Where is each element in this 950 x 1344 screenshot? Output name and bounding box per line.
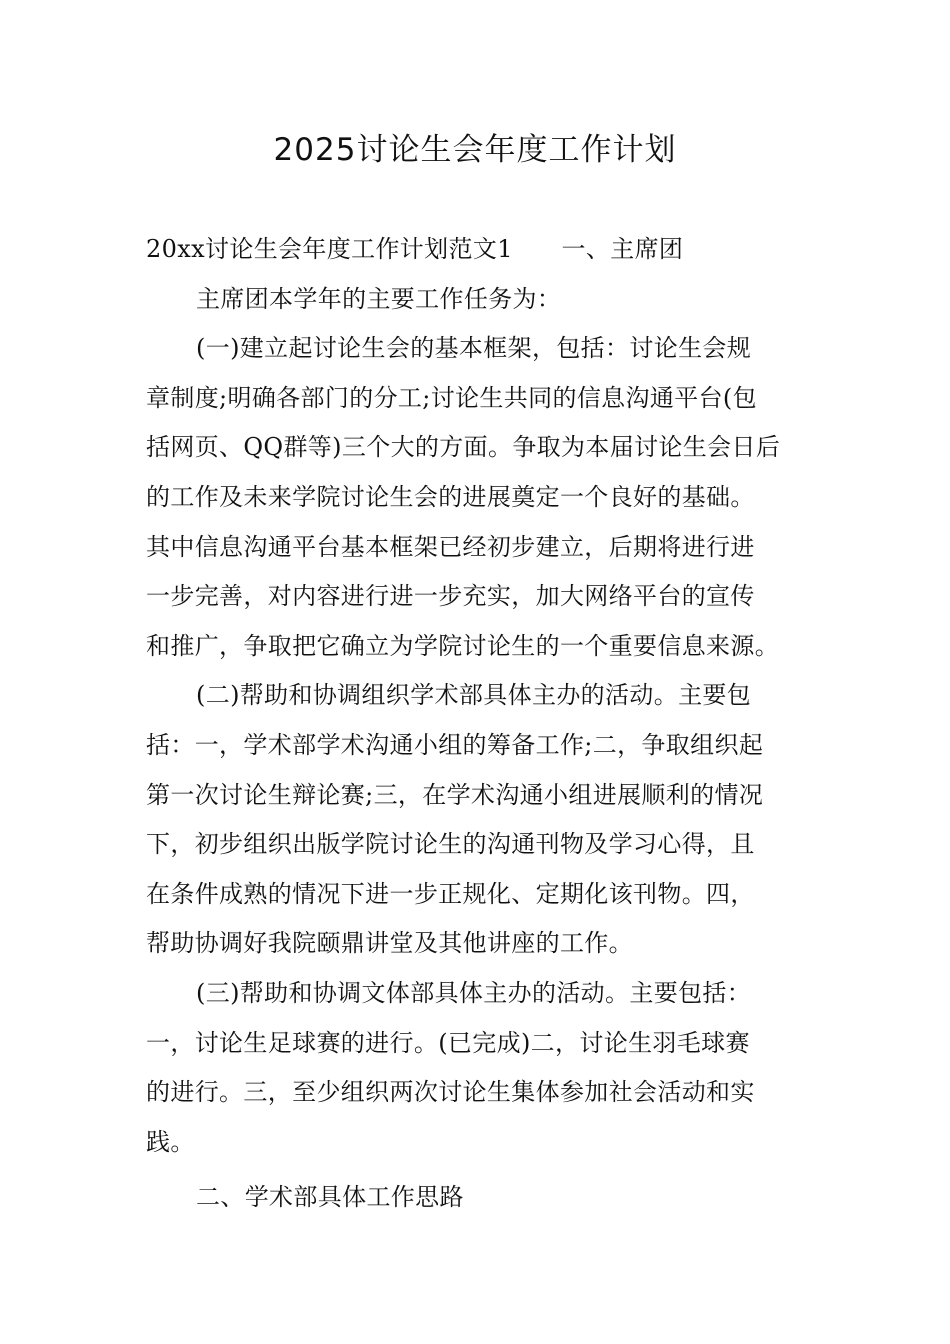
paragraph-intro-line: 20xx讨论生会年度工作计划范文1 一、主席团 [146, 235, 684, 263]
paragraph-2-line-4: 下，初步组织出版学院讨论生的沟通刊物及学习心得，且 [146, 830, 755, 859]
paragraph-2-line-6: 帮助协调好我院颐鼎讲堂及其他讲座的工作。 [146, 929, 633, 958]
document-title: 2025讨论生会年度工作计划 [273, 132, 677, 168]
paragraph-2-line-5: 在条件成熟的情况下进一步正规化、定期化该刊物。四， [146, 879, 755, 908]
paragraph-1-line-7: 和推广，争取把它确立为学院讨论生的一个重要信息来源。 [146, 631, 780, 660]
paragraph-tasks-heading: 主席团本学年的主要工作任务为： [196, 284, 562, 313]
paragraph-2-line-1: (二)帮助和协调组织学术部具体主办的活动。主要包 [196, 681, 752, 710]
paragraph-3-line-3: 的进行。三，至少组织两次讨论生集体参加社会活动和实 [146, 1078, 755, 1107]
document-body [146, 225, 810, 1223]
paragraph-1-line-5: 其中信息沟通平台基本框架已经初步建立，后期将进行进 [146, 532, 755, 561]
paragraph-2-line-3: 第一次讨论生辩论赛;三，在学术沟通小组进展顺利的情况 [146, 780, 764, 809]
paragraph-1-line-4: 的工作及未来学院讨论生会的进展奠定一个良好的基础。 [146, 482, 755, 511]
section-2-heading: 二、学术部具体工作思路 [196, 1183, 464, 1212]
paragraph-1-line-3: 括网页、QQ群等)三个大的方面。争取为本届讨论生会日后 [146, 433, 781, 462]
paragraph-3-line-2: 一，讨论生足球赛的进行。(已完成)二，讨论生羽毛球赛 [146, 1028, 750, 1057]
paragraph-2-line-2: 括：一，学术部学术沟通小组的筹备工作;二，争取组织起 [146, 730, 764, 759]
paragraph-3-line-4: 践。 [146, 1127, 195, 1156]
paragraph-1-line-6: 一步完善，对内容进行进一步充实，加大网络平台的宣传 [146, 582, 755, 611]
paragraph-1-line-1: (一)建立起讨论生会的基本框架，包括：讨论生会规 [196, 334, 752, 363]
paragraph-1-line-2: 章制度;明确各部门的分工;讨论生共同的信息沟通平台(包 [146, 383, 757, 412]
paragraph-3-line-1: (三)帮助和协调文体部具体主办的活动。主要包括： [196, 978, 752, 1007]
